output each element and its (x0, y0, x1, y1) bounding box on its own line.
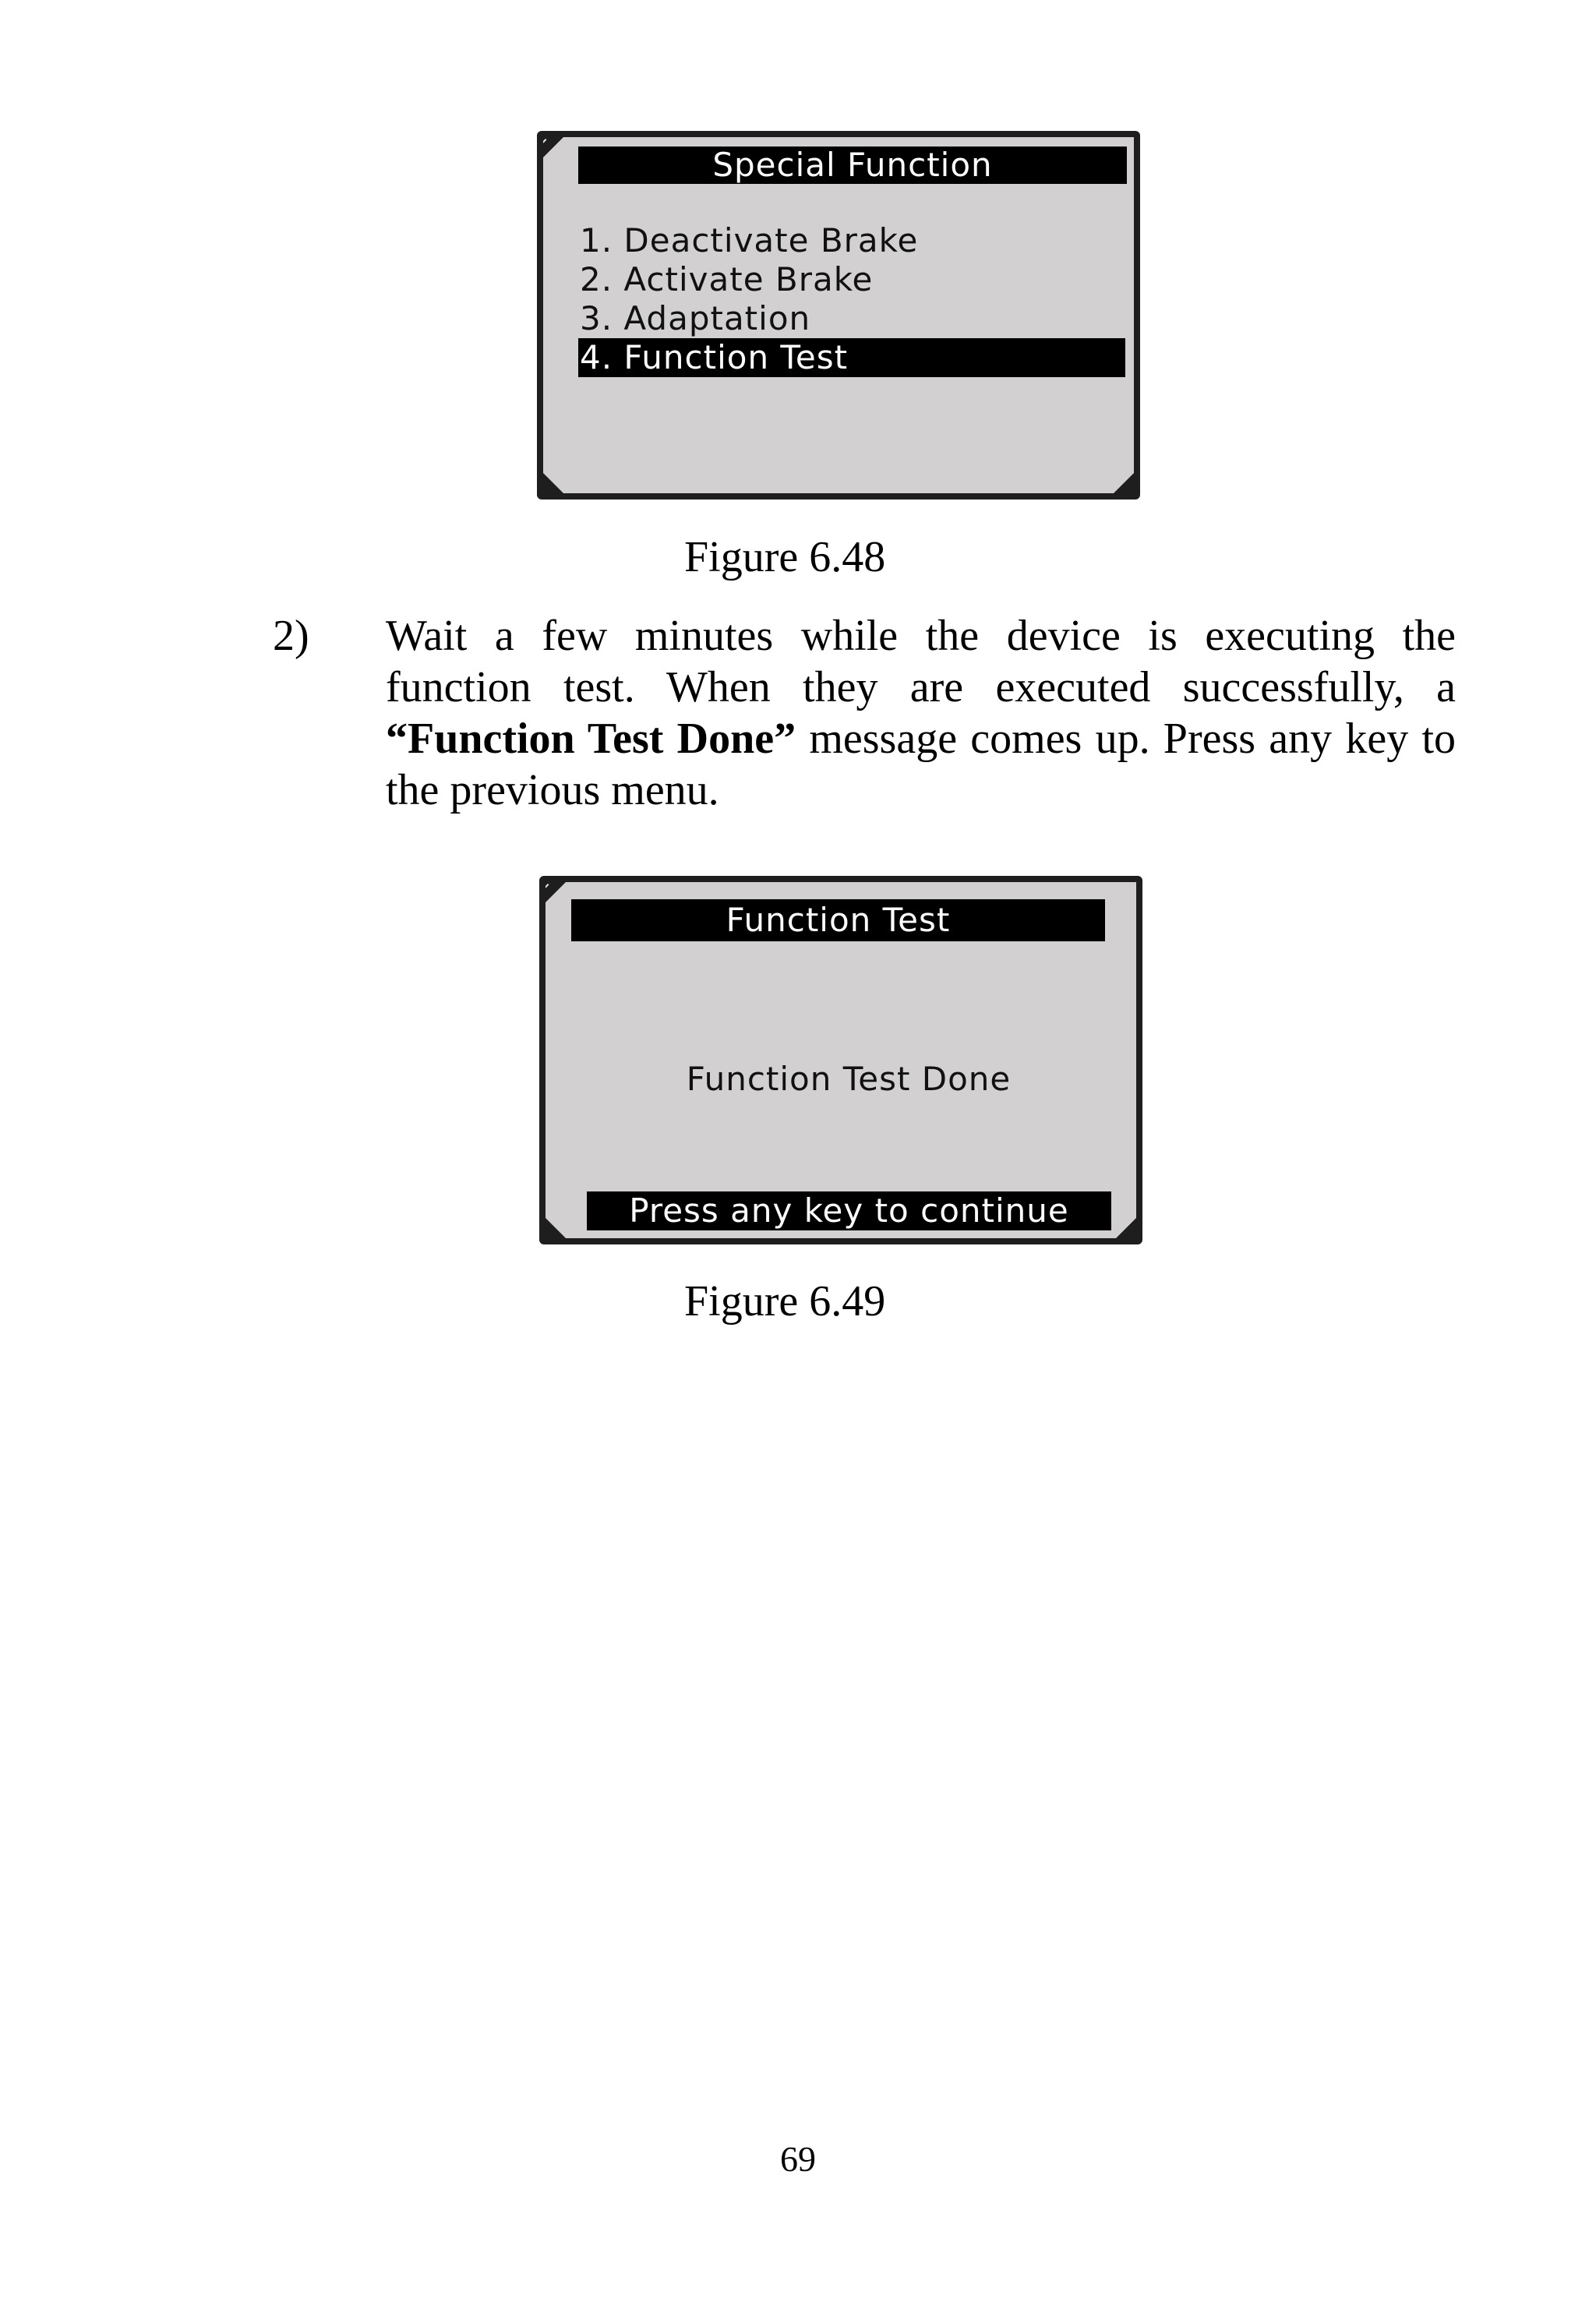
continue-prompt[interactable]: Press any key to continue (587, 1191, 1111, 1230)
special-function-screen (537, 131, 1140, 499)
step-text (386, 610, 1456, 816)
step-text-end: message comes up. Press any key to the previous menu. (386, 715, 1457, 814)
status-message: Function Test Done (686, 1060, 1012, 1098)
function-test-screen (539, 876, 1142, 1244)
menu-item-deactivate-brake[interactable]: 1. Deactivate Brake (580, 221, 919, 259)
screen-corner (546, 882, 566, 902)
screen-corner (543, 473, 563, 493)
menu-item-function-test[interactable]: 4. Function Test (578, 338, 1125, 377)
figure-caption: Figure 6.49 (684, 1277, 886, 1325)
step-number: 2) (273, 612, 309, 660)
step-text-bold: “Function Test Done” (386, 715, 796, 763)
menu-item-adaptation[interactable]: 3. Adaptation (580, 299, 811, 337)
screen-corner (543, 137, 563, 157)
menu-item-activate-brake[interactable]: 2. Activate Brake (580, 260, 874, 298)
screen-corner (1114, 473, 1134, 493)
screen-title: Special Function (578, 146, 1127, 184)
special-function-menu (578, 221, 1125, 377)
step-text-start: Wait a few minutes while the device is executing the function test. When they are executed successfully, a (386, 612, 1456, 711)
figure-caption: Figure 6.48 (684, 533, 886, 581)
screen-corner (546, 1218, 566, 1238)
screen-corner (1116, 1218, 1136, 1238)
screen-title: Function Test (571, 899, 1105, 941)
page-number: 69 (780, 2139, 816, 2179)
